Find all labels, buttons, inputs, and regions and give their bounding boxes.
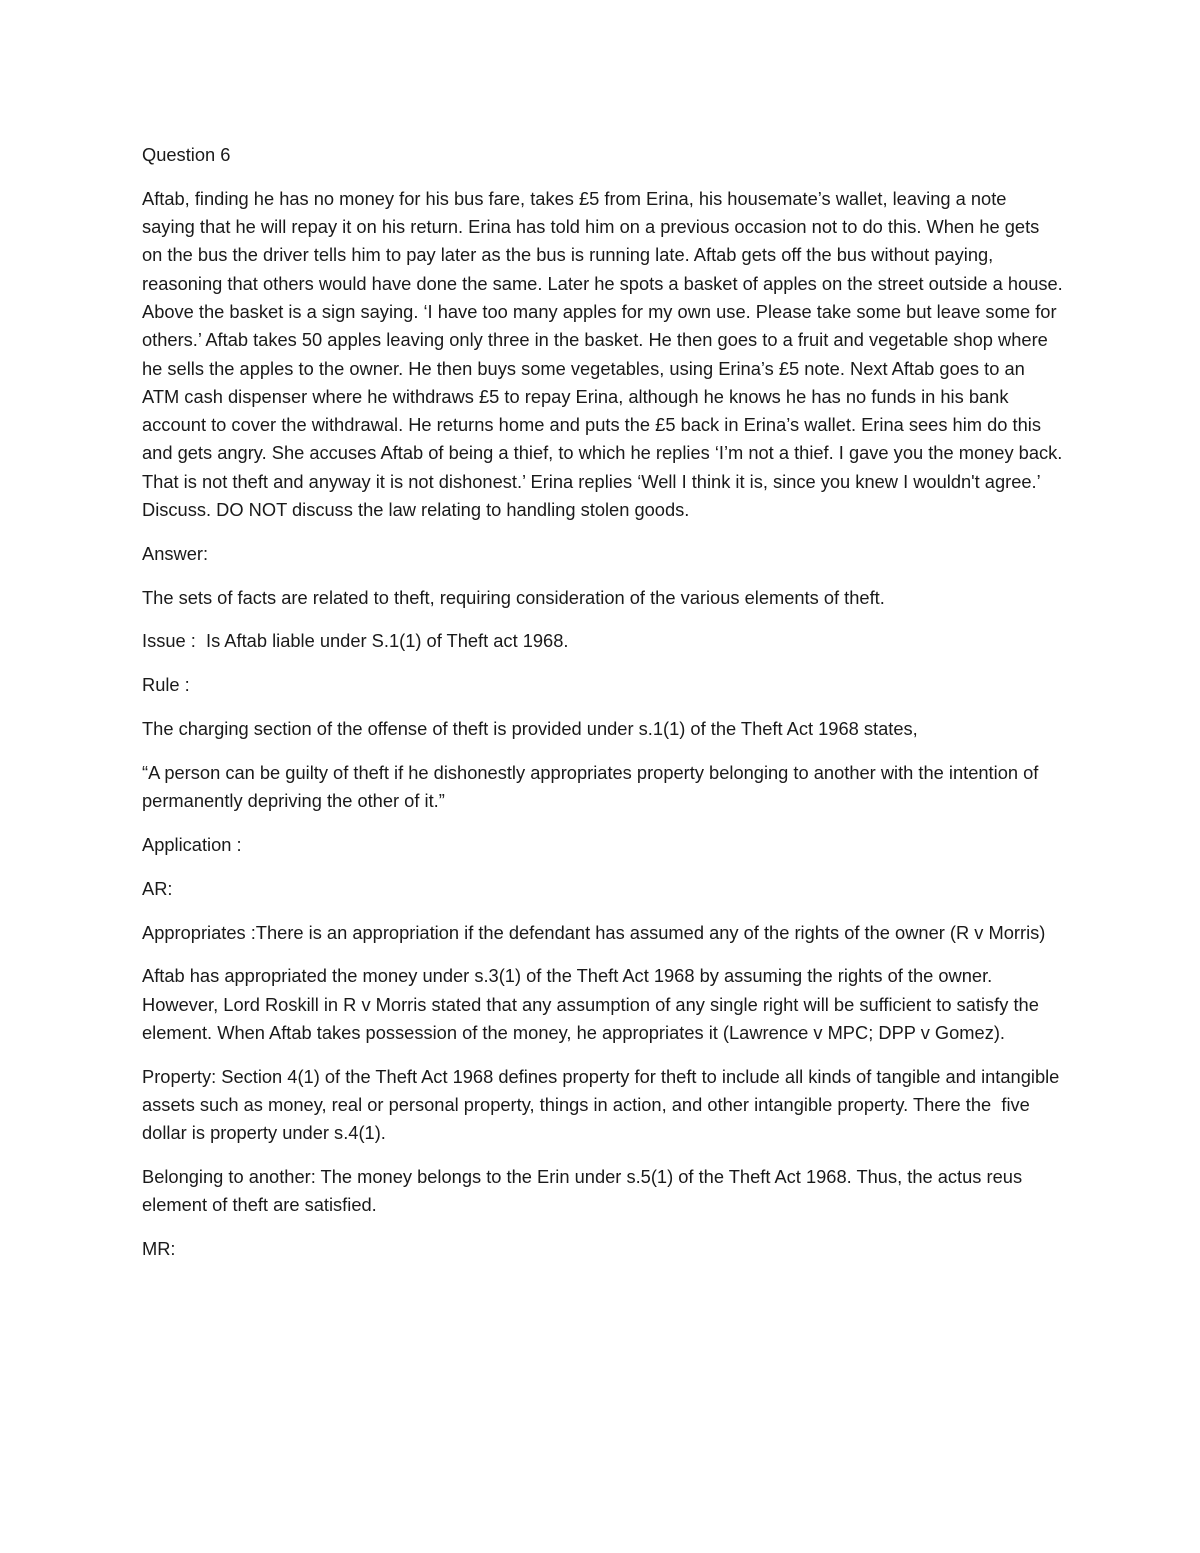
intro-paragraph: The sets of facts are related to theft, requiring consideration of the various elements of theft. xyxy=(142,586,885,608)
property-paragraph: Property: Section 4(1) of the Theft Act 1968 defines property for theft to include all kinds of tangible and intangible assets such as money, real or personal property, things in action, and other intangible property. There the five dollar is property under s.4(1). xyxy=(142,1065,1065,1144)
answer-heading: Answer: xyxy=(142,542,209,564)
question-text: Aftab, finding he has no money for his bus fare, takes £5 from Erina, his housemate’s wallet, leaving a note saying that he will repay it on his return. Erina has told him on a previous occasion not to do this. When he gets on the bus the driver tells him to pay later as the bus is running late. Aftab gets off the bus without paying, reasoning that others would have done the same. Later he spots a basket of apples on the street outside a house. Above the basket is a sign saying. ‘I have too many apples for my own use. Please take some but leave some for others.’ Aftab takes 50 apples leaving only three in the basket. He then goes to a fruit and vegetable shop where he sells the apples to the owner. He then buys some vegetables, using Erina’s £5 note. Next Aftab goes to an ATM cash dispenser where he withdraws £5 to repay Erina, although he knows he has no funds in his bank account to cover the withdrawal. He returns home and puts the £5 back in Erina’s wallet. Erina sees him do this and gets angry. She accuses Aftab of being a thief, to which he replies ‘I’m not a thief. I gave you the money back. That is not theft and anyway it is not dishonest.’ Erina replies ‘Well I think it is, since you knew I wouldn't agree.’ Discuss. DO NOT discuss the law relating to handling stolen goods. xyxy=(142,187,1063,521)
appropriation-analysis-paragraph: Aftab has appropriated the money under s.3(1) of the Theft Act 1968 by assuming the rights of the owner. However, Lord Roskill in R v Morris stated that any assumption of any single right will be sufficient to satisfy the element. When Aftab takes possession of the money, he appropriates it (Lawrence v MPC; DPP v Gomez). xyxy=(142,965,1039,1043)
document-page xyxy=(142,141,1064,1279)
rule-quote: “A person can be guilty of theft if he dishonestly appropriates property belonging to another with the intention of permanently depriving the other of it.” xyxy=(142,761,1039,812)
question-heading: Question 6 xyxy=(142,144,231,165)
mr-heading: MR: xyxy=(142,1238,176,1260)
rule-heading: Rule : xyxy=(142,674,190,696)
ar-heading: AR: xyxy=(142,877,173,899)
appropriates-paragraph: Appropriates :There is an appropriation if the defendant has assumed any of the rights of the owner (R v Morris) xyxy=(142,921,1046,943)
application-heading: Application : xyxy=(142,833,242,855)
belonging-paragraph: Belonging to another: The money belongs to the Erin under s.5(1) of the Theft Act 1968. Thus, the actus reus element of theft are satisfied. xyxy=(142,1166,1023,1216)
rule-text: The charging section of the offense of theft is provided under s.1(1) of the Theft Act 1968 states, xyxy=(142,718,918,740)
issue-paragraph: Issue : Is Aftab liable under S.1(1) of Theft act 1968. xyxy=(142,630,569,652)
